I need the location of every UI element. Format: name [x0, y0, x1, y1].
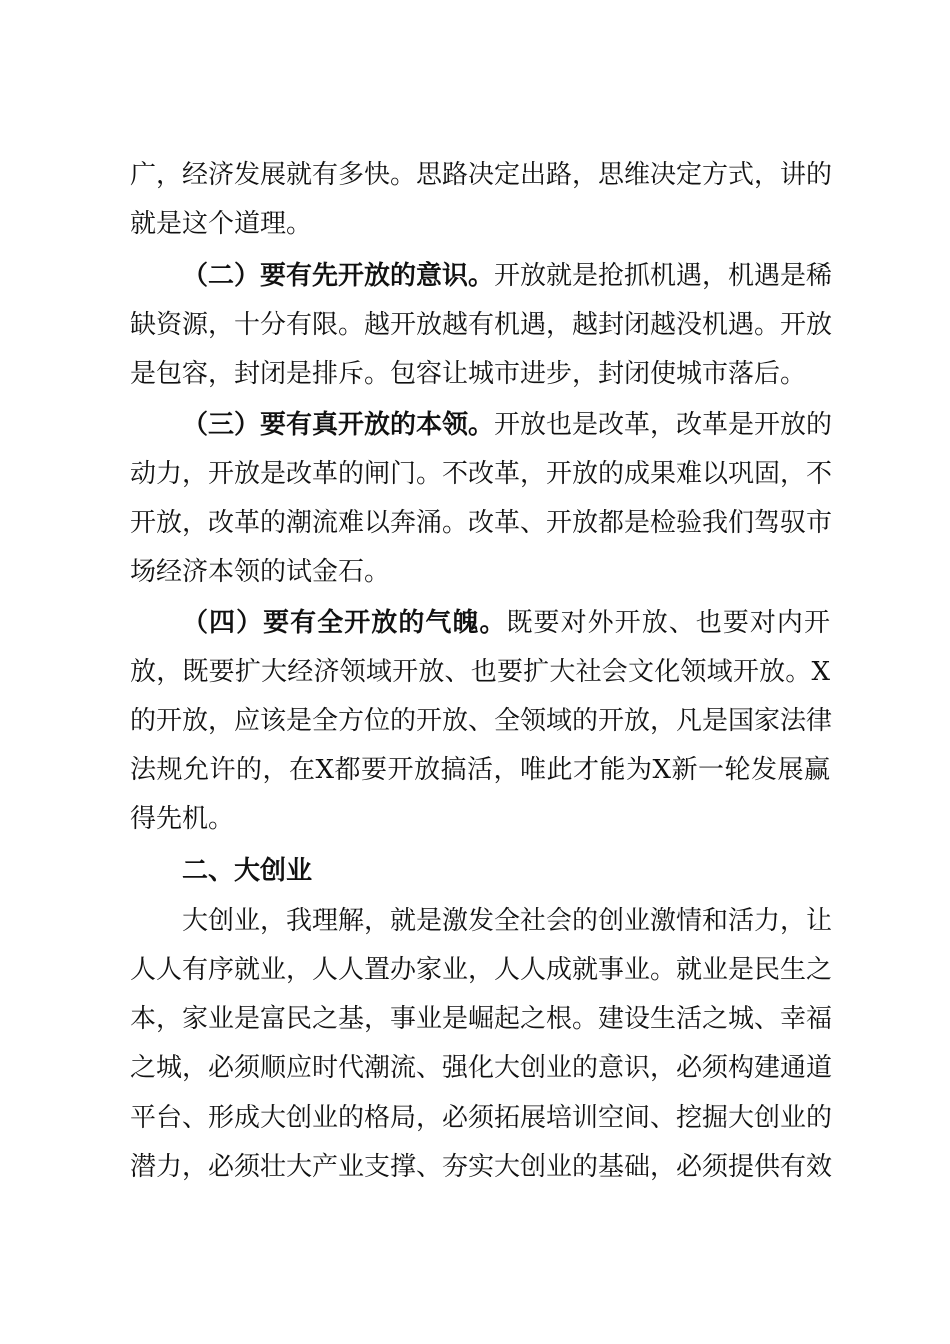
paragraph-3-first-rest: 开放也是改革，改革是开放的 [494, 410, 833, 440]
paragraph-5-line-6: 潜力，必须壮大产业支撑、夯实大创业的基础，必须提供有效 [130, 1152, 833, 1182]
paragraph-5-line-4: 之城，必须顺应时代潮流、强化大创业的意识，必须构建通道 [130, 1053, 833, 1083]
paragraph-4-line-3: 的开放，应该是全方位的开放、全领域的开放，凡是国家法律 [130, 706, 833, 736]
paragraph-3-line-3: 开放，改革的潮流难以奔涌。改革、开放都是检验我们驾驭市 [130, 508, 833, 538]
paragraph-2-line-1 [182, 256, 833, 296]
paragraph-5-line-2: 人人有序就业，人人置办家业，人人成就事业。就业是民生之 [130, 955, 833, 985]
paragraph-3-lead: （三）要有真开放的本领。 [182, 410, 495, 440]
paragraph-4-line-2: 放，既要扩大经济领域开放、也要扩大社会文化领域开放。X [130, 657, 830, 687]
paragraph-5-line-3: 本，家业是富民之基，事业是崛起之根。建设生活之城、幸福 [130, 1004, 833, 1034]
paragraph-1-line-2: 就是这个道理。 [130, 209, 313, 239]
paragraph-3-line-1 [182, 405, 833, 445]
paragraph-2-line-2: 缺资源，十分有限。越开放越有机遇，越封闭越没机遇。开放 [130, 310, 833, 340]
paragraph-1-line-1: 广，经济发展就有多快。思路决定出路，思维决定方式，讲的 [130, 160, 833, 190]
paragraph-2-lead: （二）要有先开放的意识。 [182, 261, 495, 291]
paragraph-4-line-1 [182, 603, 830, 643]
paragraph-2-first-rest: 开放就是抢抓机遇，机遇是稀 [494, 261, 833, 291]
paragraph-4-line-4: 法规允许的，在X都要开放搞活，唯此才能为X新一轮发展赢 [130, 755, 830, 785]
paragraph-3-line-2: 动力，开放是改革的闸门。不改革，开放的成果难以巩固，不 [130, 459, 833, 489]
paragraph-5-line-1: 大创业，我理解，就是激发全社会的创业激情和活力，让 [182, 906, 833, 936]
paragraph-5-line-5: 平台、形成大创业的格局，必须拓展培训空间、挖掘大创业的 [130, 1103, 833, 1133]
paragraph-2-line-3: 是包容，封闭是排斥。包容让城市进步，封闭使城市落后。 [130, 359, 807, 389]
paragraph-4-first-rest: 既要对外开放、也要对内开 [506, 608, 830, 638]
paragraph-4-lead: （四）要有全开放的气魄。 [182, 608, 507, 638]
section-heading: 二、大创业 [182, 856, 313, 886]
paragraph-3-line-4: 场经济本领的试金石。 [130, 557, 391, 587]
paragraph-4-line-5: 得先机。 [130, 804, 235, 834]
